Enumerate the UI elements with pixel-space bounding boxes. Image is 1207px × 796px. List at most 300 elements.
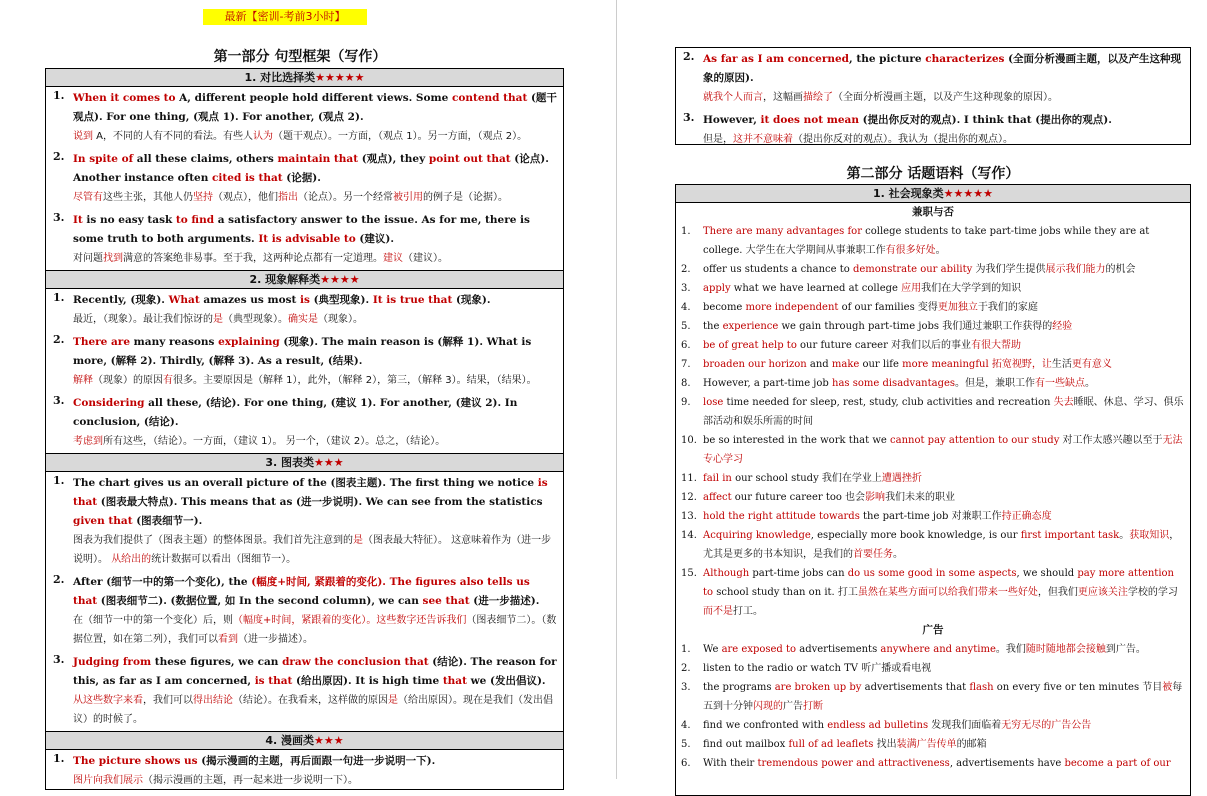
highlight-text: 描绘了 [803,92,833,103]
highlight-text: draw the conclusion that [282,656,429,668]
text-run: on every five or ten minutes 节目 [993,682,1163,693]
topic-subtitle: 广告 [922,624,944,636]
highlight-text: It is true that [372,294,453,306]
highlight-text: There are [73,336,131,348]
english-sentence [73,653,557,691]
text-run: (提出你反对的观点). I think that (提出你的观点). [858,114,1112,126]
highlight-text: tremendous power and attractiveness [757,758,950,769]
text-run: find we confronted with [703,720,828,731]
text-run: school study than on it. 打工 [713,587,858,598]
text-run: advertisements [796,644,881,655]
text-run: 在（细节一中的第一个变化）后，则 [73,615,233,626]
sentence-item [46,472,563,571]
text-run: 但是， [703,134,733,145]
text-run: (全面分析漫画主题，以及产生这种现象的原因). [703,53,1182,84]
text-run: (论据). [282,172,321,184]
highlight-text: 图片向我们展示 [73,775,143,786]
phrase-item [676,716,1190,735]
text-run: （全面分析漫画主题，以及产生这种现象的原因）。 [833,92,1058,103]
text-run: 找出 [873,739,897,750]
sentence-item [46,289,563,331]
highlight-text: 更有意义 [1071,359,1112,370]
phrase-item [676,507,1190,526]
text-run: The chart gives us an overall picture of the (图表主题). The first thing we notice [73,477,538,489]
phrase-number: 12. [681,492,697,503]
phrase-item [676,336,1190,355]
text-run: (图表细节二). (数据位置, 如 In the second column), we can [97,595,423,607]
text-run: (图表最大特点). This means that as (进一步说明). We can see from the statistics [97,496,543,508]
phrase-number: 2. [681,264,691,275]
part1-table [45,68,564,790]
part1-title: 第一部分 句型框架（写作） [213,49,387,65]
chinese-translation [703,130,1184,149]
text-run: However, [703,114,761,126]
highlight-text: 看到 [218,634,238,645]
english-sentence [73,150,557,188]
item-number: 1. [53,474,65,487]
highlight-text: 是 [213,314,223,325]
text-run: 图表为我们提供了（图表主题）的整体图景。我们首先注意到的 [73,535,353,546]
star-rating: ★★★ [314,456,344,469]
highlight-text: more meaningful 拓宽视野，让 [902,359,1052,370]
highlight-text: 应用 [901,283,922,294]
phrase-number: 10. [681,435,697,446]
text-run: the programs [703,682,775,693]
highlight-text: In spite of [73,153,134,165]
phrase-number: 6. [681,340,691,351]
phrase-number: 1. [681,644,691,655]
highlight-text: Considering [73,397,145,409]
text-run: 对问题 [73,253,103,264]
text-run: the part-time job 对兼职工作 [859,511,1002,522]
text-run: these figures, we can [151,656,283,668]
text-run: be so interested in the work that we [703,435,890,446]
highlight-text: 得出结论 [193,695,233,706]
phrase-number: 6. [681,758,691,769]
highlight-text: 闪现的 [753,701,783,712]
highlight-text: The picture shows us [73,755,198,767]
chinese-translation [73,432,557,451]
highlight-text: maintain that [277,153,359,165]
english-sentence [73,474,557,531]
highlight-text: (幅度+时间, 紧跟着的变化). The figures also tells us that [73,576,530,607]
text-run: 很多。主要原因是（解释 1），此外，（解释 2），第三，（解释 3）。结果，（结果）。 [173,375,537,386]
highlight-text: are broken up by [774,682,862,693]
text-run: , we should [1016,568,1078,579]
chinese-translation [73,771,557,790]
text-run: a satisfactory answer to the issue. As for me, there is some truth to both arguments. [73,214,530,245]
text-run: However, a part-time job [703,378,833,389]
text-run: 这些主张，其他人仍 [103,192,193,203]
text-run: find out mailbox [703,739,789,750]
highlight-text: that [442,675,467,687]
phrase-item [676,526,1190,564]
item-number: 2. [683,50,695,63]
right-page [628,0,1207,779]
section-header [46,453,563,472]
text-run: (结论). The reason for this, as far as I am concerned, [73,656,557,687]
text-run: 对工作太感兴趣以至于 [1059,435,1163,446]
text-run: (给出原因). It is high time [292,675,443,687]
section-header [46,69,563,87]
item-number: 3. [53,653,65,666]
text-run: listen to the radio or watch TV 听广播或看电视 [703,663,932,674]
highlight-text: more independent [745,302,839,313]
text-run: （揭示漫画的主题，再一起来进一步说明一下）。 [143,775,358,786]
section-title: 4. 漫画类 [265,734,315,747]
highlight-text: lose [703,397,724,408]
text-run: (现象). [452,294,491,306]
highlight-text: 遭遇挫折 [881,473,922,484]
text-run: 的机会 [1105,264,1136,275]
sentence-item [46,651,563,731]
text-run: （结论）。在我看来，这样做的原因 [233,695,388,706]
text-run: what we have learned at college [730,283,902,294]
phrase-item [676,754,1190,773]
text-run: A, different people hold different views. Some [175,92,452,104]
part2-table [675,184,1191,796]
highlight-text: 更加独立 [937,302,978,313]
text-run: Recently, (现象). [73,294,169,306]
text-run: offer us students a chance to [703,264,853,275]
text-run: A，不同的人有不同的看法。有些人 [93,131,254,142]
phrase-item [676,659,1190,678]
chinese-translation [73,188,557,207]
phrase-item [676,735,1190,754]
highlight-text: is that [254,675,293,687]
highlight-text: are exposed to [721,644,797,655]
text-run: 。我们 [995,644,1026,655]
text-run: part-time jobs can [749,568,848,579]
text-run: 打工。 [733,606,763,617]
phrase-item [676,678,1190,716]
sentence-item [46,87,563,148]
phrase-item [676,355,1190,374]
highlight-text: When it comes to [73,92,176,104]
highlight-text: Acquiring knowledge [703,530,811,541]
phrase-number: 13. [681,511,697,522]
sentence-item [676,109,1190,151]
highlight-text: 解释 [73,375,93,386]
highlight-text: 无穷无尽的广告公告 [1001,720,1092,731]
text-run: 我们在大学学到的知识 [921,283,1022,294]
highlight-text: 从给出的 [111,554,152,565]
item-number: 3. [53,394,65,407]
text-run: ，尤其是更多的书本知识，是我们的 [703,530,1180,560]
text-run: 统计数据可以看出（图细节一）。 [151,554,297,565]
sentence-item [46,392,563,453]
highlight-text: 有 [163,375,173,386]
highlight-text: 持正确态度 [1001,511,1052,522]
highlight-text: 就我个人而言 [703,92,763,103]
highlight-text: cited is that [212,172,283,184]
highlight-text: 认为 [253,131,274,142]
highlight-text: 确实是 [288,314,318,325]
highlight-text: to find [175,214,215,226]
phrase-item [676,222,1190,260]
sentence-item [46,148,563,209]
highlight-text: （幅度+时间，紧跟着的变化）。这些数字还告诉我们 [233,615,467,626]
text-run: 生活 [1051,359,1072,370]
highlight-text: characterizes [925,53,1005,65]
text-run: ，这幅画 [763,92,803,103]
sentence-item [46,571,563,651]
text-run: 到广告。 [1105,644,1146,655]
text-run: 。 [1085,378,1096,389]
phrase-item [676,640,1190,659]
text-run: 所有这些，（结论）。一方面，（建议 1）。 另一个，（建议 2）。总之，（结论）。 [103,436,446,447]
text-run: (典型现象). [309,294,373,306]
highlight-text: broaden our horizon [703,359,807,370]
text-run: our life [859,359,903,370]
highlight-text: become a part of our [1064,758,1171,769]
text-run: , especially more book knowledge, is our [810,530,1021,541]
highlight-text: 说到 [73,131,93,142]
chinese-translation [73,127,557,146]
highlight-text: 找到 [103,253,123,264]
text-run: all these, (结论). For one thing, (建议 1). For another, (建议 2). In conclusion, (结论). [73,397,518,428]
text-run: (揭示漫画的主题，再后面跟一句进一步说明一下). [197,755,436,767]
phrase-number: 11. [681,473,697,484]
text-run: 最近，（现象）。最让我们惊讶的 [73,314,213,325]
item-number: 1. [53,291,65,304]
text-run: 。但是，兼职工作 [955,378,1036,389]
highlight-text: demonstrate our ability [852,264,973,275]
sentence-item [46,209,563,270]
text-run: we (发出倡议). [466,675,546,687]
section-title: 1. 对比选择类 [244,71,316,84]
english-sentence [73,752,557,771]
text-run: our school study 我们在学业上 [731,473,882,484]
phrase-number: 9. [681,397,691,408]
highlight-text: 有一些缺点 [1035,378,1086,389]
phrase-item [676,374,1190,393]
highlight-text: 首要任务 [853,549,893,560]
text-run: (观点), they [358,153,429,165]
text-run: , the picture [849,53,926,65]
highlight-text: There are many advantages for [703,226,862,237]
highlight-text: has some disadvantages [832,378,956,389]
header-tag: 最新【密训-考前3小时】 [203,9,367,25]
highlight-text: 随时随地都会接触 [1025,644,1106,655]
text-run: After (细节一中的第一个变化), the [73,576,252,588]
text-run: all these claims, others [133,153,278,165]
text-run: （给出原因）。现在是我们（发出倡议）的时候了。 [73,695,553,725]
topic-subtitle: 兼职与否 [912,206,954,218]
phrase-item [676,564,1190,621]
highlight-text: given that [73,515,133,527]
highlight-text: 有很多好处 [885,245,936,256]
highlight-text: It [73,214,83,226]
highlight-text: it does not mean [760,114,859,126]
text-run: 。 [935,245,946,256]
text-run: （题干观点）。一方面，（观点 1）。另一方面，（观点 2）。 [273,131,528,142]
highlight-text: 这并不意味着 [733,134,793,145]
text-run: become [703,302,746,313]
chinese-translation [73,310,557,329]
chinese-translation [73,371,557,390]
phrase-item [676,488,1190,507]
text-run: 于我们的家庭 [977,302,1038,313]
section-header [46,270,563,289]
phrase-item [676,393,1190,431]
sentence-item [46,750,563,792]
highlight-text: 装满广告传单 [896,739,957,750]
item-number: 3. [53,211,65,224]
phrase-item [676,279,1190,298]
text-run: （进一步描述）。 [238,634,313,645]
item-number: 2. [53,333,65,346]
highlight-text: 从这些数字来看 [73,695,143,706]
highlight-text: contend that [451,92,528,104]
section-header [46,731,563,750]
text-run: (现象). The main reason is (解释 1). What is more, (解释 2). Thirdly, (解释 3). As a result, (结果). [73,336,532,367]
english-sentence [73,394,557,432]
phrase-item [676,469,1190,488]
text-run: （图表最大特征）。 这意味着作为（进一步说明）。 [73,535,552,565]
highlight-text: endless ad bulletins [827,720,929,731]
page-gutter [616,0,617,779]
english-sentence [73,333,557,371]
text-run: , advertisements have [949,758,1065,769]
phrase-number: 5. [681,321,691,332]
highlight-text: first important task [1020,530,1120,541]
highlight-text: experience [722,321,779,332]
sentence-item [676,48,1190,109]
text-run: 每五到十分钟 [703,682,1183,712]
highlight-text: pay more attention to [703,568,1174,598]
text-run: (论点). Another instance often [73,153,549,184]
text-run: college students to take part-time jobs while they are at college. 大学生在大学期间从事兼职工作 [703,226,1150,256]
text-run: 的例子是（论据）。 [423,192,508,203]
continued-table [675,47,1191,145]
highlight-text: 是 [353,535,363,546]
phrase-number: 14. [681,530,697,541]
text-run: ，但我们 [1037,587,1078,598]
section-title: 1. 社会现象类 [873,187,944,200]
text-run: is no easy task [82,214,176,226]
text-run: our future career too 也会 [731,492,866,503]
highlight-text: make [831,359,860,370]
text-run: our future career 对我们以后的事业 [796,340,972,351]
chinese-translation [703,88,1184,107]
highlight-text: It is advisable to [258,233,356,245]
highlight-text: 坚持 [193,192,213,203]
chinese-translation [73,249,557,268]
text-run: (建议). [355,233,395,245]
english-sentence [703,50,1184,88]
highlight-text: Although [703,568,750,579]
chinese-translation [73,691,557,729]
highlight-text: 指出 [278,192,298,203]
text-run: the [703,321,723,332]
english-sentence [73,89,557,127]
text-run: （论点）。另一个经常 [298,192,393,203]
text-run: 广告 [783,701,803,712]
text-run: (图表细节一). [132,515,203,527]
highlight-text: full of ad leaflets [788,739,874,750]
phrase-number: 3. [681,283,691,294]
text-run: (题干观点). For one thing, (观点 1). For another, (观点 2). [73,92,557,123]
highlight-text: apply [703,283,731,294]
text-run: advertisements that [861,682,970,693]
highlight-text: 有很大帮助 [971,340,1022,351]
text-run: 我们未来的职业 [885,492,956,503]
text-run: （现象）的原因 [93,375,163,386]
highlight-text: 经验 [1052,321,1073,332]
english-sentence [73,291,557,310]
text-run: With their [703,758,758,769]
chinese-translation [73,611,557,649]
highlight-text: be of great help to [703,340,797,351]
phrase-number: 5. [681,739,691,750]
phrase-item [676,317,1190,336]
text-run: （典型现象）。 [223,314,288,325]
phrase-number: 2. [681,663,691,674]
highlight-text: 尽管有 [73,192,103,203]
text-run: （建议）。 [403,253,448,264]
highlight-text: 失去 [1053,397,1074,408]
part2-title: 第二部分 话题语料（写作） [846,166,1020,182]
text-run: （现象）。 [318,314,363,325]
phrase-number: 15. [681,568,697,579]
highlight-text: flash [969,682,994,693]
phrase-number: 8. [681,378,691,389]
highlight-text: 获取知识 [1129,530,1170,541]
text-run: amazes us most [199,294,301,306]
item-number: 1. [53,89,65,102]
highlight-text: do us some good in some aspects [847,568,1017,579]
highlight-text: 被 [1162,682,1173,693]
text-run: （图表细节二）。（数据位置，如在第二列），我们可以 [73,615,557,645]
phrase-number: 1. [681,226,691,237]
item-number: 1. [53,752,65,765]
highlight-text: Judging from [73,656,152,668]
section-title: 3. 图表类 [265,456,315,469]
highlight-text: fail in [703,473,732,484]
left-page [0,0,608,786]
highlight-text: affect [703,492,732,503]
star-rating: ★★★★★ [943,187,993,200]
english-sentence [73,211,557,249]
highlight-text: What [168,294,200,306]
highlight-text: hold the right attitude towards [703,511,860,522]
text-run: 为我们学生提供 [972,264,1046,275]
text-run: 发现我们面临着 [928,720,1002,731]
text-run: (进一步描述). [469,595,540,607]
text-run: many reasons [130,336,219,348]
highlight-text: 无法专心学习 [703,435,1183,465]
text-run: and [806,359,832,370]
text-run: 。 [893,549,903,560]
text-run: ，我们可以 [143,695,193,706]
highlight-text: see that [422,595,470,607]
highlight-text: is [300,294,310,306]
phrase-number: 4. [681,720,691,731]
highlight-text: point out that [428,153,511,165]
highlight-text: 被引用 [393,192,423,203]
english-sentence [703,111,1184,130]
text-run: （观点），他们 [213,192,278,203]
text-run: 满意的答案绝非易事。至于我，这两种论点都有一定道理。 [123,253,383,264]
highlight-text: is that [73,477,548,508]
text-run: we gain through part-time jobs 我们通过兼职工作获得的 [778,321,1053,332]
highlight-text: 而不是 [703,606,733,617]
english-sentence [73,573,557,611]
item-number: 2. [53,150,65,163]
highlight-text: 考虑到 [73,436,103,447]
highlight-text: 更应该关注 [1077,587,1128,598]
